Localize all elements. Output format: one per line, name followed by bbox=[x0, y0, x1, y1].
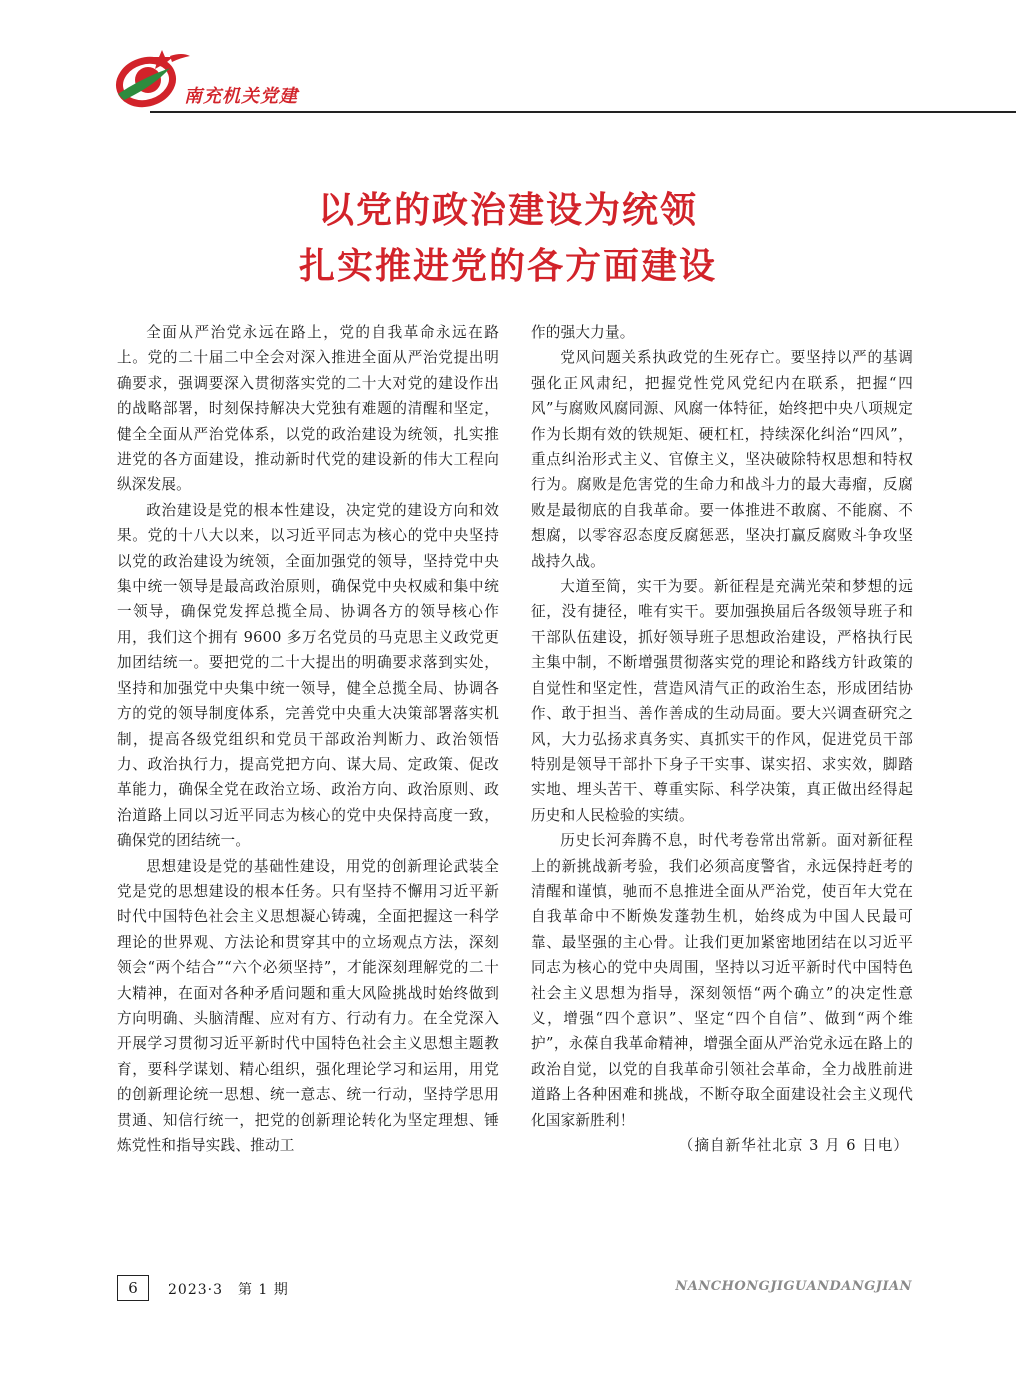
page-footer bbox=[0, 1270, 1016, 1310]
article-title bbox=[0, 182, 1016, 294]
page-number: 6 bbox=[117, 1275, 149, 1301]
source-note: （摘自新华社北京 3 月 6 日电） bbox=[678, 1137, 909, 1154]
issue-info: 2023·3 第 1 期 bbox=[168, 1282, 289, 1298]
paragraph-continuation: 作的强大力量。 bbox=[531, 324, 635, 341]
party-building-logo-icon bbox=[112, 42, 192, 112]
title-line-2: 扎实推进党的各方面建设 bbox=[298, 245, 717, 287]
paragraph: 党风问题关系执政党的生死存亡。要坚持以严的基调强化正风肃纪，把握党性党风党纪内在联系，把握“四风”与腐败风腐同源、风腐一体特征，始终把中央八项规定作为长期有效的铁规矩、硬杠杠，持续深化纠治“四风”，重点纠治形式主义、官僚主义，坚决破除特权思想和特权行为。腐败是危害党的生命力和战斗力的最大毒瘤，反腐败是最彻底的自我革命。要一体推进不敢腐、不能腐、不想腐，以零容忍态度反腐惩恶，坚决打赢反腐败斗争攻坚战持久战。 bbox=[531, 349, 913, 570]
footer-english-title: NANCHONGJIGUANDANGJIAN bbox=[675, 1279, 912, 1294]
paragraph: 大道至简，实干为要。新征程是充满光荣和梦想的远征，没有捷径，唯有实干。要加强换届后各级领导班子和干部队伍建设，抓好领导班子思想政治建设，严格执行民主集中制，不断增强贯彻落实党的理论和路线方针政策的自觉性和坚定性，营造风清气正的政治生态，形成团结协作、敢于担当、善作善成的生动局面。要大兴调查研究之风，大力弘扬求真务实、真抓实干的作风，促进党员干部特别是领导干部扑下身子干实事、谋实招、求实效，脚踏实地、埋头苦干、尊重实际、科学决策，真正做出经得起历史和人民检验的实绩。 bbox=[531, 578, 913, 824]
paragraph: 思想建设是党的基础性建设，用党的创新理论武装全党是党的思想建设的根本任务。只有坚持不懈用习近平新时代中国特色社会主义思想凝心铸魂，全面把握这一科学理论的世界观、方法论和贯穿其中的立场观点方法，深刻领会“两个结合”“六个必须坚持”，才能深刻理解党的二十大精神，在面对各种矛盾问题和重大风险挑战时始终做到方向明确、头脑清醒、应对有方、行动有力。在全党深入开展学习贯彻习近平新时代中国特色社会主义思想主题教育，要科学谋划、精心组织，强化理论学习和运用，用党的创新理论统一思想、统一意志、统一行动，坚持学思用贯通、知信行统一，把党的创新理论转化为坚定理想、锤炼党性和指导实践、推动工 bbox=[117, 857, 499, 1154]
page-header bbox=[0, 0, 1016, 125]
paragraph: 全面从严治党永远在路上，党的自我革命永远在路上。党的二十届二中全会对深入推进全面从严治党提出明确要求，强调要深入贯彻落实党的二十大对党的建设作出的战略部署，时刻保持解决大党独有难题的清醒和坚定，健全全面从严治党体系，以党的政治建设为统领，扎实推进党的各方面建设，推动新时代党的建设新的伟大工程向纵深发展。 bbox=[117, 324, 499, 494]
brand-title: 南充机关党建 bbox=[184, 86, 298, 107]
paragraph: 政治建设是党的根本性建设，决定党的建设方向和效果。党的十八大以来，以习近平同志为核心的党中央坚持以党的政治建设为统领，全面加强党的领导，坚持党中央集中统一领导是最高政治原则，确保党中央权威和集中统一领导，确保党发挥总揽全局、协调各方的领导核心作用，我们这个拥有 9600 多万名党员的马克思主义政党更加团结统一。要把党的二十大提出的明确要求落到实处，坚持和加强党中央集中统一领导，健全总揽全局、协调各方的党的领导制度体系，完善党中央重大决策部署落实机制，提高各级党组织和党员干部政治判断力、政治领悟力、政治执行力，提高党把方向、谋大局、定政策、促改革能力，确保全党在政治立场、政治方向、政治原则、政治道路上同以习近平同志为核心的党中央保持高度一致，确保党的团结统一。 bbox=[117, 501, 499, 850]
header-rule bbox=[150, 111, 1016, 113]
article-body bbox=[117, 320, 917, 1270]
right-column bbox=[531, 320, 913, 1158]
paragraph: 历史长河奔腾不息，时代考卷常出常新。面对新征程上的新挑战新考验，我们必须高度警省，永远保持赶考的清醒和谨慎，驰而不息推进全面从严治党，使百年大党在自我革命中不断焕发蓬勃生机，始终成为中国人民最可靠、最坚强的主心骨。让我们更加紧密地团结在以习近平同志为核心的党中央周围，坚持以习近平新时代中国特色社会主义思想为指导，深刻领悟“两个确立”的决定性意义，增强“四个意识”、坚定“四个自信”、做到“两个维护”，永葆自我革命精神，增强全面从严治党永远在路上的政治自觉，以党的自我革命引领社会革命，全力战胜前进道路上各种困难和挑战，不断夺取全面建设社会主义现代化国家新胜利！ bbox=[531, 832, 913, 1129]
title-line-1: 以党的政治建设为统领 bbox=[317, 189, 698, 231]
left-column bbox=[117, 320, 499, 1158]
